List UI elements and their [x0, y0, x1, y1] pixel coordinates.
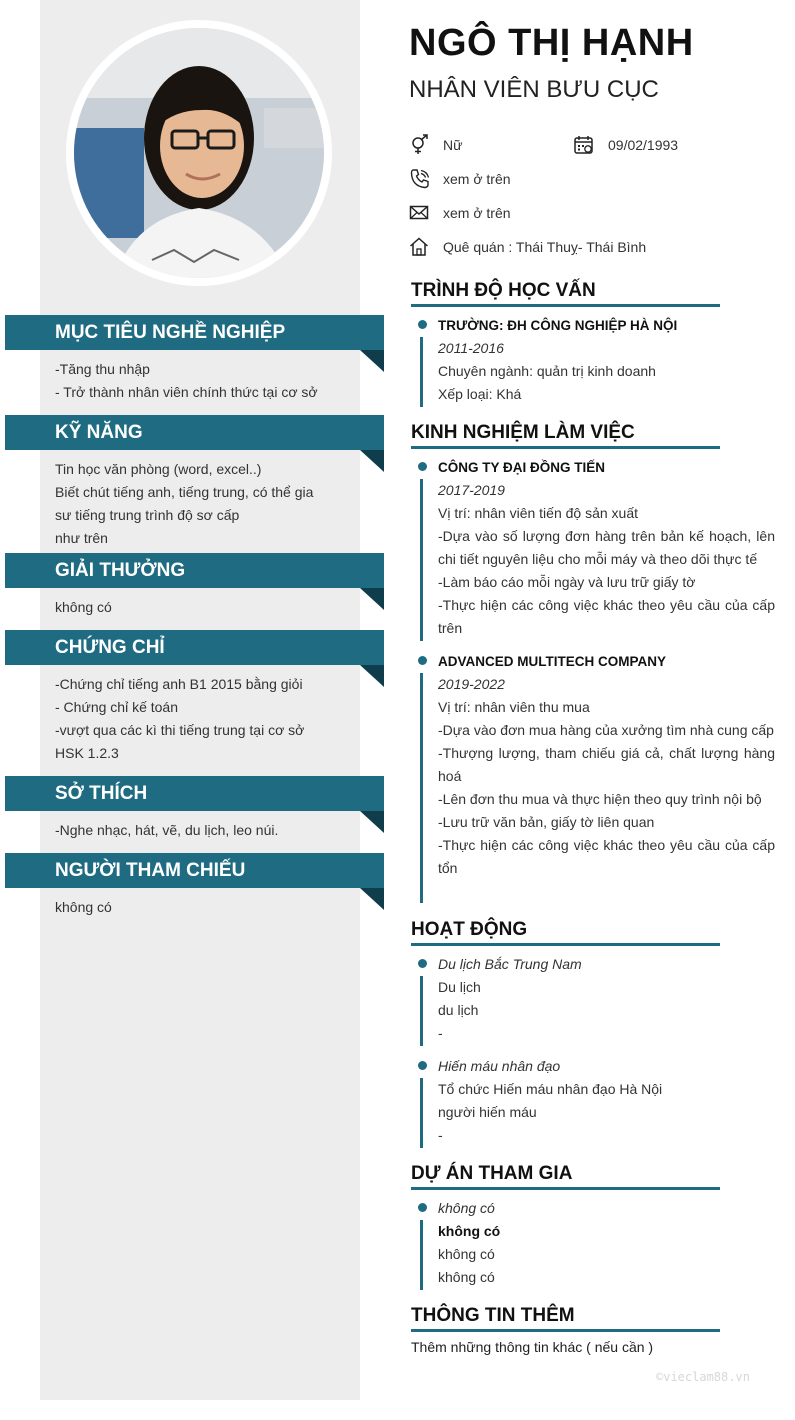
skills-heading: KỸ NĂNG [5, 415, 384, 450]
home-icon [409, 236, 431, 258]
education-line: Chuyên ngành: quản trị kinh doanh [438, 363, 656, 379]
timeline-dot [418, 656, 427, 665]
ribbon-fold [360, 665, 384, 687]
experience-line: -Thực hiện các công việc khác theo yêu cầu của cấp trên [438, 597, 775, 636]
references-section [0, 853, 384, 919]
timeline-line [420, 1220, 423, 1290]
objective-heading: MỤC TIÊU NGHỀ NGHIỆP [5, 315, 384, 350]
timeline-dot [418, 1203, 427, 1212]
project-role: không có [438, 1223, 501, 1239]
experience-company: CÔNG TY ĐẠI ĐỒNG TIẾN [438, 460, 606, 475]
experience-line: -Dựa vào số lượng đơn hàng trên bản kế hoạch, lên chi tiết nguyên liệu cho mỗi máy và theo dõi thực tế [438, 528, 775, 567]
certificates-line: - Chứng chỉ kế toán [55, 699, 178, 715]
experience-entry [418, 650, 775, 880]
timeline-dot [418, 1061, 427, 1070]
activity-line: - [438, 1127, 443, 1143]
experience-line: -Dựa vào đơn mua hàng của xưởng tìm nhà cung cấp [438, 722, 774, 738]
phone-value: xem ở trên [443, 171, 511, 187]
certificates-heading: CHỨNG CHỈ [5, 630, 384, 665]
education-line: Xếp loại: Khá [438, 386, 522, 402]
certificates-section [0, 630, 384, 765]
experience-heading: KINH NGHIỆM LÀM VIỆC [411, 422, 720, 449]
activity-line: người hiến máu [438, 1104, 537, 1120]
experience-line: Vị trí: nhân viên tiến độ sản xuất [438, 505, 639, 521]
avatar [74, 28, 324, 278]
experience-line: -Lên đơn thu mua và thực hiện theo quy trình nội bộ [438, 791, 762, 807]
gender-icon [409, 134, 431, 156]
education-heading: TRÌNH ĐỘ HỌC VẤN [411, 280, 720, 307]
skills-line: như trên [55, 530, 108, 546]
gender-value: Nữ [443, 137, 463, 153]
experience-entry [418, 456, 775, 640]
experience-period: 2019-2022 [438, 676, 505, 692]
awards-line: không có [55, 599, 112, 615]
timeline-line [420, 976, 423, 1046]
gender-row [409, 134, 559, 156]
birthdate-row [573, 134, 723, 156]
phone-icon [409, 168, 431, 190]
ribbon-fold [360, 888, 384, 910]
phone-row [409, 168, 609, 190]
project-name: không có [438, 1200, 495, 1216]
skills-section [0, 415, 384, 550]
extra-text: Thêm những thông tin khác ( nếu cần ) [411, 1339, 654, 1355]
objective-section [0, 315, 384, 404]
activity-entry [418, 953, 775, 1045]
job-title: NHÂN VIÊN BƯU CỤC [409, 76, 659, 103]
hobbies-section [0, 776, 384, 842]
timeline-line [420, 673, 423, 903]
objective-line: - Trở thành nhân viên chính thức tại cơ sở [55, 384, 318, 400]
activity-line: - [438, 1025, 443, 1041]
mail-icon [409, 202, 431, 224]
activities-heading: HOẠT ĐỘNG [411, 919, 720, 946]
hobbies-line: -Nghe nhạc, hát, vẽ, du lịch, leo núi. [55, 822, 279, 838]
ribbon-fold [360, 350, 384, 372]
activity-line: Du lịch [438, 979, 481, 995]
email-value: xem ở trên [443, 205, 511, 221]
activity-name: Du lịch Bắc Trung Nam [438, 956, 582, 972]
experience-line: Vị trí: nhân viên thu mua [438, 699, 590, 715]
calendar-icon [573, 134, 595, 156]
timeline-line [420, 479, 423, 641]
experience-company: ADVANCED MULTITECH COMPANY [438, 654, 666, 669]
activity-entry [418, 1055, 775, 1147]
hobbies-heading: SỞ THÍCH [5, 776, 384, 811]
experience-line: -Thực hiện các công việc khác theo yêu cầu của cấp tổn [438, 837, 775, 876]
references-line: không có [55, 899, 112, 915]
education-period: 2011-2016 [438, 340, 504, 356]
references-heading: NGƯỜI THAM CHIẾU [5, 853, 384, 888]
projects-heading: DỰ ÁN THAM GIA [411, 1163, 720, 1190]
experience-period: 2017-2019 [438, 482, 505, 498]
ribbon-fold [360, 450, 384, 472]
extra-heading: THÔNG TIN THÊM [411, 1305, 720, 1332]
email-row [409, 202, 609, 224]
ribbon-fold [360, 588, 384, 610]
project-entry [418, 1197, 775, 1289]
project-line: không có [438, 1269, 495, 1285]
activity-name: Hiến máu nhân đạo [438, 1058, 561, 1074]
experience-line: -Lưu trữ văn bản, giấy tờ liên quan [438, 814, 655, 830]
skills-line: Tin học văn phòng (word, excel..) [55, 461, 262, 477]
birthdate-value: 09/02/1993 [608, 137, 679, 153]
objective-line: -Tăng thu nhập [55, 361, 150, 377]
ribbon-fold [360, 811, 384, 833]
timeline-dot [418, 320, 427, 329]
timeline-dot [418, 462, 427, 471]
watermark: ©vieclam88.vn [656, 1370, 750, 1384]
hometown-row [409, 236, 709, 258]
timeline-line [420, 1078, 423, 1148]
project-line: không có [438, 1246, 495, 1262]
certificates-line: -vượt qua các kì thi tiếng trung tại cơ sở [55, 722, 305, 738]
education-school: TRƯỜNG: ĐH CÔNG NGHIỆP HÀ NỘI [438, 318, 678, 333]
awards-section [0, 553, 384, 619]
timeline-line [420, 337, 423, 407]
certificates-line: -Chứng chỉ tiếng anh B1 2015 bằng giỏi [55, 676, 303, 692]
activity-line: du lịch [438, 1002, 479, 1018]
experience-line: -Làm báo cáo mỗi ngày và lưu trữ giấy tờ [438, 574, 696, 590]
candidate-name: NGÔ THỊ HẠNH [409, 22, 694, 64]
timeline-dot [418, 959, 427, 968]
education-entry [418, 314, 775, 406]
awards-heading: GIẢI THƯỞNG [5, 553, 384, 588]
skills-line: sư tiếng trung trình độ sơ cấp [55, 507, 240, 523]
skills-line: Biết chút tiếng anh, tiếng trung, có thể gia [55, 484, 314, 500]
hometown-value: Quê quán : Thái Thuỵ- Thái Bình [443, 239, 647, 255]
certificates-line: HSK 1.2.3 [55, 745, 119, 761]
experience-line: -Thượng lượng, tham chiếu giá cả, chất lượng hàng hoá [438, 745, 775, 784]
activity-line: Tổ chức Hiến máu nhân đạo Hà Nội [438, 1081, 663, 1097]
